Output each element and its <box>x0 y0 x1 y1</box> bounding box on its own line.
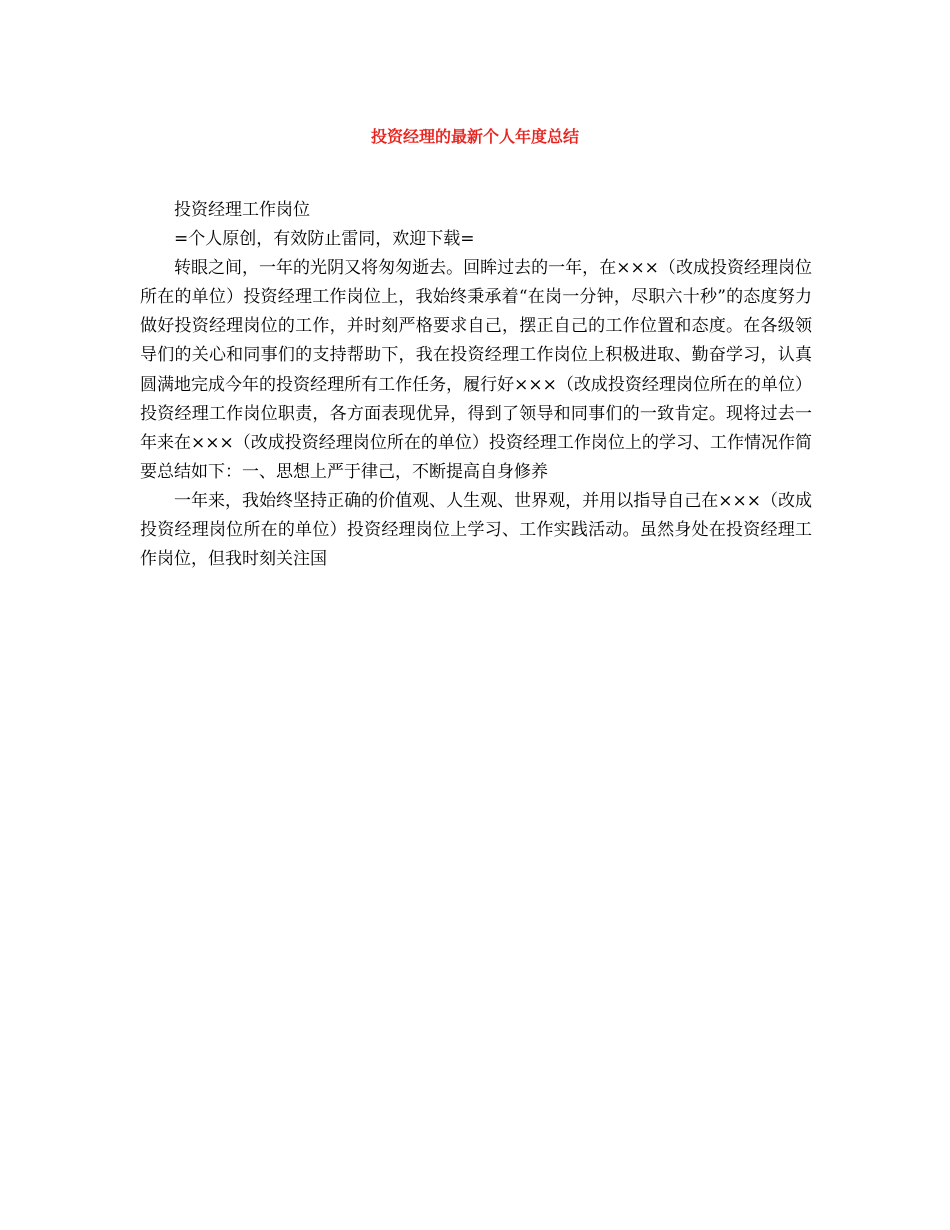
paragraph-summary: 转眼之间，一年的光阴又将匆匆逝去。回眸过去的一年，在×××（改成投资经理岗位所在的单位）投资经理工作岗位上，我始终秉承着“在岗一分钟，尽职六十秒”的态度努力做好投资经理岗位的工作，并时刻严格要求自己，摆正自己的工作位置和态度。在各级领导们的关心和同事们的支持帮助下，我在投资经理工作岗位上积极进取、勤奋学习，认真圆满地完成今年的投资经理所有工作任务，履行好×××（改成投资经理岗位所在的单位）投资经理工作岗位职责，各方面表现优异，得到了领导和同事们的一致肯定。现将过去一年来在×××（改成投资经理岗位所在的单位）投资经理工作岗位上的学习、工作情况作简要总结如下：一、思想上严于律己，不断提高自身修养 <box>140 258 812 482</box>
document-title: 投资经理的最新个人年度总结 <box>370 127 579 146</box>
paragraph-values: 一年来，我始终坚持正确的价值观、人生观、世界观，并用以指导自己在×××（改成投资经理岗位所在的单位）投资经理岗位上学习、工作实践活动。虽然身处在投资经理工作岗位，但我时刻关注国 <box>140 490 812 570</box>
paragraph-position: 投资经理工作岗位 <box>174 200 310 220</box>
document-body <box>140 196 812 574</box>
paragraph-notice: =个人原创，有效防止雷同，欢迎下载= <box>174 229 475 250</box>
